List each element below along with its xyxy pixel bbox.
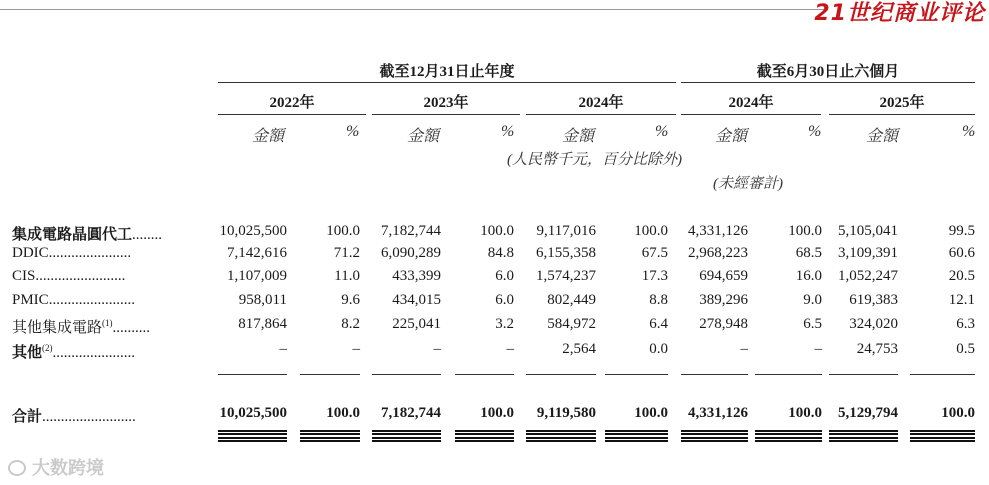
table-row-6-value: – <box>279 341 287 357</box>
table-row-4-value: 9.6 <box>341 292 360 308</box>
amount-header: 金額 <box>562 128 595 145</box>
table-row-5-value: 324,020 <box>849 316 898 332</box>
total-double-rule <box>372 437 441 442</box>
table-row-3-value: 694,659 <box>699 268 748 284</box>
table-row-6-value: 0.0 <box>649 341 668 357</box>
total-double-rule <box>300 437 360 442</box>
table-row-6-value: 24,753 <box>856 341 898 357</box>
table-row-6-footnote-ref: (2) <box>42 343 53 353</box>
table-row-2-label-text: DDIC <box>12 245 49 261</box>
table-row-5-label-text: 其他集成電路 <box>12 320 103 336</box>
table-row-5-value: 6.3 <box>956 316 975 332</box>
total-double-rule <box>681 437 748 442</box>
percent-header: % <box>962 123 976 140</box>
table-row-4-label <box>12 292 135 309</box>
table-row-2-value: 2,968,223 <box>688 245 748 261</box>
total-double-rule <box>755 430 822 435</box>
table-row-1-value: 100.0 <box>480 223 514 239</box>
table-row-4-value: 958,011 <box>238 292 287 308</box>
table-row-2-value: 84.8 <box>487 245 514 261</box>
percent-header: % <box>346 123 360 140</box>
total-double-rule <box>829 437 898 442</box>
total-row-value: 100.0 <box>326 405 360 421</box>
table-row-3-leader-dots: ........................ <box>35 268 126 284</box>
unaudited-note: (未經審計) <box>713 176 783 192</box>
table-row-2-value: 60.6 <box>948 245 975 261</box>
total-row-label <box>12 405 136 426</box>
table-row-2-value: 67.5 <box>641 245 668 261</box>
table-row-5-value: 278,948 <box>699 316 748 332</box>
total-double-rule <box>455 437 514 442</box>
table-row-6-value: – <box>740 341 748 357</box>
amount-header: 金額 <box>866 128 899 145</box>
table-row-1-value: 9,117,016 <box>536 223 596 239</box>
year-rule-2025-h1 <box>829 114 975 115</box>
table-row-6-label <box>12 341 135 362</box>
total-row-value: 5,129,794 <box>838 405 898 421</box>
table-row-1-value: 99.5 <box>948 223 975 239</box>
table-row-3-value: 1,107,009 <box>227 268 287 284</box>
amount-header: 金額 <box>715 128 748 145</box>
year-header-2023: 2023年 <box>423 95 469 111</box>
table-row-5-footnote-ref: (1) <box>102 318 113 328</box>
table-row-6-value: – <box>814 341 822 357</box>
table-row-5-leader-dots: .......... <box>112 320 151 336</box>
subtotal-rule <box>681 374 748 375</box>
table-row-6-label-text: 其他 <box>12 345 43 361</box>
table-row-4-leader-dots: ....................... <box>48 292 135 308</box>
table-row-2-value: 7,142,616 <box>227 245 287 261</box>
table-row-3-value: 17.3 <box>641 268 668 284</box>
table-row-5-value: 3.2 <box>495 316 514 332</box>
period-annual-header: 截至12月31日止年度 <box>379 64 515 80</box>
table-row-3-value: 6.0 <box>495 268 514 284</box>
subtotal-rule <box>526 374 596 375</box>
table-row-4-value: 389,296 <box>699 292 748 308</box>
year-rule-2022 <box>218 114 366 115</box>
subtotal-rule <box>300 374 360 375</box>
table-row-5-value: 6.4 <box>649 316 668 332</box>
total-double-rule <box>300 430 360 435</box>
total-row-value: 100.0 <box>480 405 514 421</box>
total-row-value: 7,182,744 <box>381 405 441 421</box>
year-rule-2024 <box>526 114 676 115</box>
percent-header: % <box>655 123 669 140</box>
total-double-rule <box>455 430 514 435</box>
total-row-value: 100.0 <box>634 405 668 421</box>
total-double-rule <box>218 430 287 435</box>
table-row-5-value: 817,864 <box>238 316 287 332</box>
subtotal-rule <box>218 374 287 375</box>
subtotal-rule <box>910 374 975 375</box>
total-double-rule <box>910 437 975 442</box>
top-rule <box>0 9 825 10</box>
total-double-rule <box>526 430 596 435</box>
year-header-2024-h1: 2024年 <box>728 95 774 111</box>
total-double-rule <box>605 437 668 442</box>
table-row-1-value: 10,025,500 <box>219 223 287 239</box>
table-row-6-value: – <box>352 341 360 357</box>
total-row-value: 4,331,126 <box>688 405 748 421</box>
subtotal-rule <box>455 374 514 375</box>
table-row-6-leader-dots: ...................... <box>52 345 136 361</box>
table-row-2-leader-dots: ...................... <box>48 245 132 261</box>
amount-header: 金額 <box>407 128 440 145</box>
table-row-3-value: 16.0 <box>795 268 822 284</box>
table-row-2-value: 3,109,391 <box>838 245 898 261</box>
table-row-6-value: – <box>506 341 514 357</box>
table-row-3-value: 20.5 <box>948 268 975 284</box>
table-row-4-value: 8.8 <box>649 292 668 308</box>
table-row-5-label <box>12 316 150 337</box>
total-double-rule <box>605 430 668 435</box>
period-annual-rule <box>218 82 676 83</box>
table-row-4-value: 9.0 <box>803 292 822 308</box>
table-row-2-value: 6,155,358 <box>536 245 596 261</box>
total-row-value: 10,025,500 <box>219 405 287 421</box>
table-row-6-value: – <box>433 341 441 357</box>
table-row-1-value: 7,182,744 <box>381 223 441 239</box>
table-row-2-value: 6,090,289 <box>381 245 441 261</box>
total-double-rule <box>681 430 748 435</box>
subtotal-rule <box>605 374 668 375</box>
total-double-rule <box>526 437 596 442</box>
amount-header: 金額 <box>252 128 285 145</box>
total-row-leader-dots: ......................... <box>42 409 136 425</box>
table-row-3-label <box>12 268 125 285</box>
table-row-4-value: 619,383 <box>849 292 898 308</box>
table-row-4-value: 6.0 <box>495 292 514 308</box>
period-half-rule <box>681 82 975 83</box>
unit-note: (人民幣千元，百分比除外) <box>507 152 682 168</box>
brand-logo: 21世纪商业评论 <box>814 1 985 26</box>
table-row-1-leader-dots: ........ <box>132 227 163 243</box>
total-row-label-text: 合計 <box>12 409 43 425</box>
watermark-text: 大数跨境 <box>32 458 104 479</box>
table-row-1-value: 100.0 <box>788 223 822 239</box>
table-row-1-value: 5,105,041 <box>838 223 898 239</box>
table-row-3-value: 11.0 <box>334 268 360 284</box>
total-double-rule <box>910 430 975 435</box>
table-row-6-value: 0.5 <box>956 341 975 357</box>
total-double-rule <box>829 430 898 435</box>
year-header-2024: 2024年 <box>578 95 624 111</box>
table-row-3-value: 1,574,237 <box>536 268 596 284</box>
table-row-4-value: 802,449 <box>547 292 596 308</box>
percent-header: % <box>808 123 822 140</box>
total-row-value: 100.0 <box>788 405 822 421</box>
table-row-1-value: 100.0 <box>634 223 668 239</box>
table-row-1-value: 4,331,126 <box>688 223 748 239</box>
table-row-4-value: 434,015 <box>392 292 441 308</box>
watermark <box>8 454 104 480</box>
year-rule-2023 <box>372 114 520 115</box>
subtotal-rule <box>755 374 822 375</box>
table-row-2-value: 71.2 <box>333 245 360 261</box>
year-header-2022: 2022年 <box>269 95 315 111</box>
total-double-rule <box>218 437 287 442</box>
subtotal-rule <box>372 374 441 375</box>
total-row-value: 9,119,580 <box>536 405 596 421</box>
table-row-1-value: 100.0 <box>326 223 360 239</box>
total-double-rule <box>755 437 822 442</box>
table-row-3-value: 433,399 <box>392 268 441 284</box>
table-row-2-label <box>12 245 131 262</box>
table-row-4-label-text: PMIC <box>12 292 49 308</box>
total-row-value: 100.0 <box>941 405 975 421</box>
table-row-4-value: 12.1 <box>948 292 975 308</box>
period-half-header: 截至6月30日止六個月 <box>756 64 900 80</box>
subtotal-rule <box>829 374 898 375</box>
table-row-6-value: 2,564 <box>562 341 596 357</box>
table-row-5-value: 584,972 <box>547 316 596 332</box>
watermark-icon <box>8 460 26 476</box>
percent-header: % <box>501 123 515 140</box>
year-rule-2024-h1 <box>681 114 821 115</box>
table-row-5-value: 8.2 <box>341 316 360 332</box>
table-row-3-label-text: CIS <box>12 268 36 284</box>
year-header-2025-h1: 2025年 <box>879 95 925 111</box>
table-row-3-value: 1,052,247 <box>838 268 898 284</box>
table-row-5-value: 225,041 <box>392 316 441 332</box>
table-row-5-value: 6.5 <box>803 316 822 332</box>
table-row-1-label-text: 集成電路晶圓代工 <box>12 227 133 243</box>
table-row-1-label <box>12 223 162 244</box>
table-row-2-value: 68.5 <box>795 245 822 261</box>
total-double-rule <box>372 430 441 435</box>
